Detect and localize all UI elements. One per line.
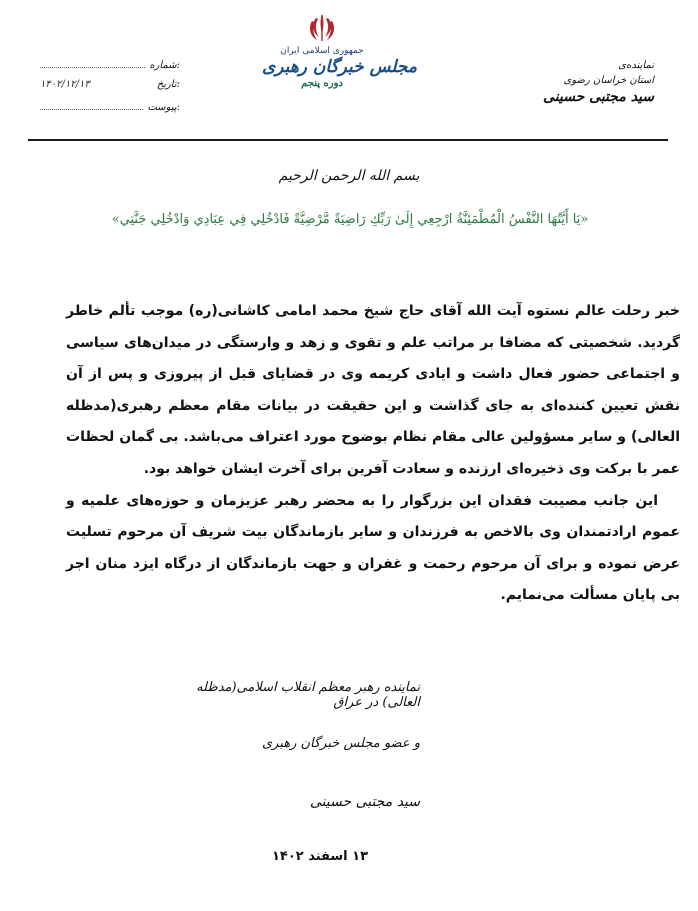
date-label: تاریخ: [156, 79, 180, 90]
letterhead-logo-block [262, 12, 417, 89]
assembly-title: مجلس خبرگان رهبری [262, 57, 417, 77]
signature-title-line: نماینده رهبر معظم انقلاب اسلامی(مدظله العالی) در عراق [196, 680, 420, 710]
signature-name: سید مجتبی حسینی [309, 794, 420, 810]
quran-verse: «يَا أَيَّتُهَا النَّفْسُ الْمُطْمَئِنَّةُ ارْجِعِي إِلَىٰ رَبِّكِ رَاضِيَةً مَّرْضِيَّةً فَادْخُلِي فِي عِبَادِي وَادْخُلِي جَنَّتِي» [111, 212, 589, 227]
letter-reference-fields [40, 58, 180, 121]
header-divider [28, 139, 668, 141]
attachment-dots [40, 100, 143, 110]
province-label: استان خراسان رضوی [563, 75, 654, 86]
attachment-field [40, 100, 180, 121]
sender-block [514, 60, 654, 105]
body-paragraph-1: خبر رحلت عالم نستوه آیت الله آقای حاج شیخ محمد امامی کاشانی(ره) موجب تألم خاطر گردید. شخصیتی که مضافا بر مراتب علم و تقوی و زهد و وارستگی در میدان‌های سیاسی و اجتماعی حضور فعال داشت و ایادی کریمه وی در قضایای قبل از پیروزی و پس از آن نقش تعیین کننده‌ای به جای گذاشت و این حقیقت در بیانات مقام معظم رهبری(مدظله العالی) و سایر مسؤولین عالی مقام نظام بوضوح مورد اعتراف می‌باشد. بی گمان لحظات عمر با برکت وی ذخیره‌ای ارزنده و سعادت آفرین برای آخرت ایشان خواهد بود. [66, 303, 680, 477]
attachment-label: پیوست: [147, 102, 180, 113]
date-field [40, 79, 180, 100]
sender-name: سید مجتبی حسینی [543, 89, 654, 105]
number-label: شماره: [149, 60, 180, 71]
number-field [40, 58, 180, 79]
representative-label: نماینده‌ی [618, 60, 654, 71]
letter-body [66, 296, 680, 612]
signature-membership-line: و عضو مجلس خبرگان رهبری [261, 736, 420, 751]
term-label: دوره پنجم [301, 78, 343, 89]
date-value: ۱۴۰۲/۱۲/۱۳ [40, 79, 90, 90]
letter-date: ۱۳ اسفند ۱۴۰۲ [271, 849, 369, 864]
number-dots [40, 58, 145, 68]
bismillah-heading: بسم الله الرحمن الرحیم [278, 168, 420, 184]
republic-title: جمهوری اسلامی ایران [280, 46, 364, 56]
body-paragraph-2: این جانب مصیبت فقدان این بزرگوار را به محضر رهبر عزیزمان و حوزه‌های علمیه و عموم ارادتمندان وی بالاخص به فرزندان و سایر بازماندگان بیت شریف آن مرحوم تسلیت عرض نموده و برای آن مرحوم رحمت و غفران و جهت بازماندگان از درگاه ایزد منان اجر بی پایان مسألت می‌نمایم. [66, 492, 680, 604]
iran-emblem-icon [307, 12, 337, 44]
